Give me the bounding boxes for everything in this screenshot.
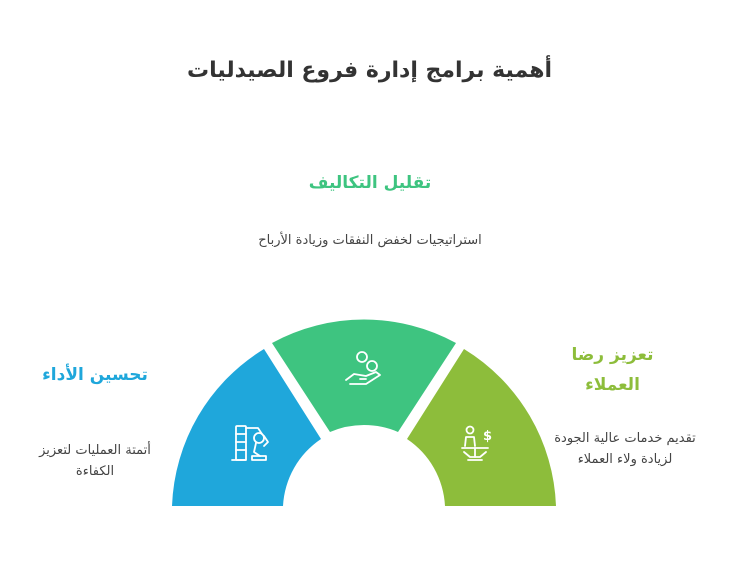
heading-improve-performance: تحسين الأداء	[42, 365, 148, 385]
description-customer-satisfaction: تقديم خدمات عالية الجودة لزيادة ولاء العملاء	[554, 431, 696, 467]
svg-text:$: $	[483, 429, 493, 444]
description-reduce-costs: استراتيجيات لخفض النفقات وزيادة الأرباح	[258, 233, 482, 248]
diagram-title: أهمية برامج إدارة فروع الصيدليات	[186, 58, 553, 83]
heading-reduce-costs: تقليل التكاليف	[308, 173, 432, 193]
heading-customer-satisfaction: تعزيز رضا العملاء	[571, 345, 654, 395]
description-improve-performance: أتمتة العمليات لتعزيز الكفاءة	[39, 443, 151, 479]
